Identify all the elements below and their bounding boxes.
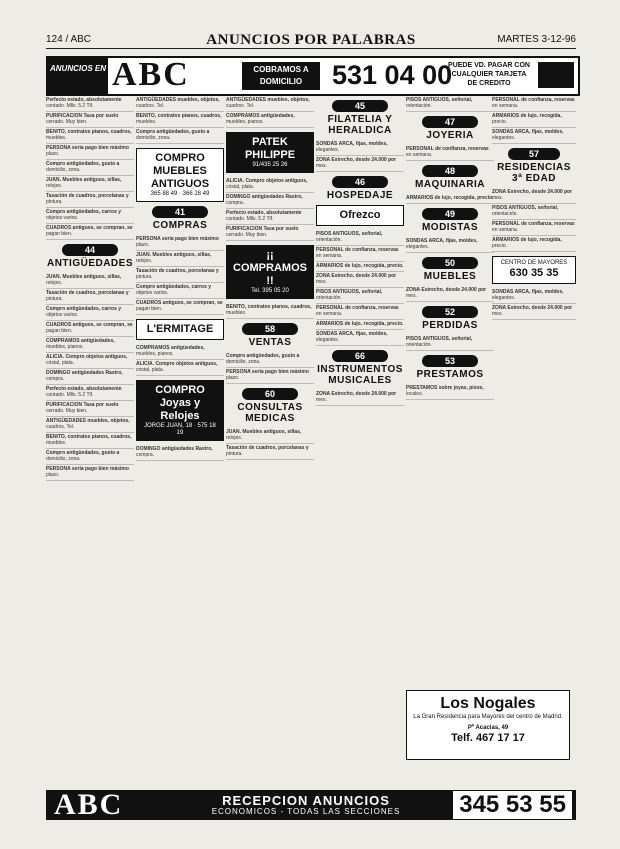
ad-item: COMPRAMOS antigüedades, muebles, pianos.: [226, 112, 314, 128]
lermitage-title: L'ERMITAGE: [146, 323, 214, 335]
section-number: 66: [332, 350, 388, 362]
banner-collect: COBRAMOS A DOMICILIO: [242, 62, 320, 90]
ad-item: PISOS ANTIGUOS, señorial, orientación.: [406, 96, 494, 112]
ad-item: Compro antigüedades, gusto a domicilio, zona.: [46, 449, 134, 465]
ad-item: ALICIA. Compro objetos antiguos, cristal, plata.: [226, 177, 314, 193]
column-6: [492, 96, 576, 786]
ad-item: SONDAS ARCA, fijas, moldes, elegantes.: [316, 330, 404, 346]
ad-item: BENITO, contratos pianos, cuadros, muebles.: [46, 433, 134, 449]
ad-item: PERSONAL de confianza, reservas en semana.: [492, 220, 576, 236]
ad-item: PERSONAL de confianza, reservas en semana.: [316, 246, 404, 262]
ad-item: PISOS ANTIGUOS, señorial, orientación.: [316, 230, 404, 246]
section-header: [492, 148, 576, 184]
ad-item: Compro antigüedades, carros y objetos varios.: [46, 305, 134, 321]
section-header: [406, 165, 494, 190]
compro-muebles-ad: [136, 148, 224, 202]
page-title: ANUNCIOS POR PALABRAS: [206, 32, 416, 48]
ofrezco-title: Ofrezco: [339, 209, 381, 221]
section-name: HOSPEDAJE: [326, 190, 394, 201]
ad-item: PURIFICACION Tasa por suelo cerrado. Muy bien.: [46, 401, 134, 417]
page-date: MARTES 3-12-96: [497, 34, 576, 45]
ad-item: ZONA Estrecho, desde 24.000 por mes.: [492, 188, 576, 204]
section-name: COMPRAS: [152, 220, 208, 231]
ad-item: PURIFICACION Tasa por suelo cerrado. Muy bien.: [226, 225, 314, 241]
residencia-address: Pº Acacias, 49: [467, 725, 509, 731]
ad-item: ARMARIOS de lujo, recogida, precio.: [406, 194, 494, 204]
section-name: INSTRUMENTOS MUSICALES: [317, 364, 403, 386]
ad-item: PERSONAL de confianza, reservas en semana.: [406, 145, 494, 161]
ad-item: ALICIA. Compro objetos antiguos, cristal, plata.: [46, 353, 134, 369]
ad-item: ARMARIOS de lujo, recogida, precio.: [492, 236, 576, 252]
ad-item: DOMINGO antigüedades Rastro, compra.: [136, 445, 224, 461]
page-header: [46, 32, 576, 49]
ad-item: PERSONA seria pago bien máximo plazo.: [136, 235, 224, 251]
ad-item: Tasación de cuadros, porcelanas y pintura.: [136, 267, 224, 283]
ad-item: ANTIGÜEDADES muebles, objetos, cuadros. Tel.: [46, 417, 134, 433]
patek-ad: [226, 132, 314, 173]
section-header: [226, 388, 314, 424]
ad-item: ZONA Estrecho, desde 24.000 por mes.: [316, 272, 404, 288]
banner-pay-note: PUEDE VD. PAGAR CON CUALQUIER TARJETA DE CREDITO: [448, 62, 530, 87]
column-1: [46, 96, 134, 786]
section-number: 46: [332, 176, 388, 188]
ad-item: PERSONA seria pago bien máximo plazo.: [46, 465, 134, 481]
residencia-phone: Telf. 467 17 17: [451, 732, 525, 744]
ad-item: JUAN. Muebles antiguos, sillas, relojes.: [226, 428, 314, 444]
ad-item: Compro antigüedades, gusto a domicilio, zona.: [136, 128, 224, 144]
ad-item: ZONA Estrecho, desde 24.000 por mes.: [316, 390, 404, 406]
compro-joyas-address: JORGE JUAN, 18 · 575 18 19: [144, 423, 216, 436]
residencia-ad: [406, 690, 570, 760]
ad-item: SONDAS ARCA, fijas, moldes, elegantes.: [492, 128, 576, 144]
ad-item: CUADROS antiguos, se compran, se pagan bien.: [46, 321, 134, 337]
compro-muebles-phone: 365 88 49 · 366 28 49: [150, 191, 210, 197]
montealina-phone: 630 35 35: [509, 267, 559, 279]
footer-phone: 345 53 55: [453, 791, 572, 819]
abc-logo: ABC: [112, 56, 190, 93]
ad-item: Perfecto estado, absolutamente contado. Mlls. 5.2 Tlf.: [226, 209, 314, 225]
section-header: [46, 244, 134, 269]
ad-item: PISOS ANTIGUOS, señorial, orientación.: [406, 335, 494, 351]
page-number: 124 / ABC: [46, 34, 92, 45]
ad-item: Perfecto estado, absolutamente contado. Mlls. 5.2 Tlf.: [46, 385, 134, 401]
ad-item: CUADROS antiguos, se compran, se pagan bien.: [136, 299, 224, 315]
section-header: [136, 206, 224, 231]
section-header: [316, 100, 404, 136]
top-banner: [46, 56, 580, 96]
compro-joyas-title: COMPRO Joyas y Relojes: [155, 384, 205, 422]
ad-item: ZONA Estrecho, desde 24.000 por mes.: [406, 286, 494, 302]
column-5: [406, 96, 494, 786]
compramos-title: ¡¡ COMPRAMOS !!: [233, 249, 307, 287]
section-number: 60: [242, 388, 298, 400]
section-name: CONSULTAS MEDICAS: [237, 402, 303, 424]
ad-item: Compro antigüedades, carros y objetos varios.: [46, 208, 134, 224]
ad-item: JUAN. Muebles antiguos, sillas, relojes.: [136, 251, 224, 267]
section-number: 57: [508, 148, 560, 160]
ad-item: PERSONA seria pago bien máximo plazo.: [46, 144, 134, 160]
footer-abc-logo: ABC: [54, 788, 124, 821]
ad-item: Tasación de cuadros, porcelanas y pintura.: [46, 289, 134, 305]
section-header: [406, 116, 494, 141]
section-name: PERDIDAS: [422, 320, 478, 331]
footer-line-2: ECONOMICOS - TODAS LAS SECCIONES: [211, 807, 401, 816]
compro-muebles-title: COMPRO MUEBLES ANTIGUOS: [150, 152, 210, 190]
ofrezco-ad: [316, 205, 404, 226]
ad-item: DOMINGO antigüedades Rastro, compra.: [226, 193, 314, 209]
section-header: [406, 257, 494, 282]
ad-item: Compro antigüedades, carros y objetos varios.: [136, 283, 224, 299]
section-number: 52: [422, 306, 478, 318]
footer-banner: [46, 790, 576, 820]
classified-columns: [46, 96, 576, 786]
ad-item: ZONA Estrecho, desde 24.000 por mes.: [316, 156, 404, 172]
ad-item: PERSONAL de confianza, reservas en semana.: [316, 304, 404, 320]
ad-item: ANTIGÜEDADES muebles, objetos, cuadros. Tel.: [226, 96, 314, 112]
section-name: MODISTAS: [421, 222, 479, 233]
ad-item: SONDAS ARCA, fijas, moldes, elegantes.: [316, 140, 404, 156]
section-name: MUEBLES: [423, 271, 477, 282]
patek-title: PATEK PHILIPPE: [244, 136, 296, 161]
section-number: 44: [62, 244, 118, 256]
residencia-name: Los Nogales: [440, 695, 536, 712]
section-number: 45: [332, 100, 388, 112]
section-number: 49: [422, 208, 478, 220]
section-header: [406, 355, 494, 380]
section-header: [316, 350, 404, 386]
montealina-ad: [492, 256, 576, 284]
ad-item: Tasación de cuadros, porcelanas y pintura.: [226, 444, 314, 460]
ad-item: JUAN. Muebles antiguos, sillas, relojes.: [46, 273, 134, 289]
ad-item: SONDAS ARCA, fijas, moldes, elegantes.: [406, 237, 494, 253]
banner-label: ANUNCIOS EN: [48, 58, 108, 94]
patek-phone: 91/435 25 26: [252, 162, 288, 168]
compramos-ad: [226, 245, 314, 299]
ad-item: PERSONA seria pago bien máximo plazo.: [226, 368, 314, 384]
section-name: MAQUINARIA: [415, 179, 485, 190]
ad-item: Tasación de cuadros, porcelanas y pintura.: [46, 192, 134, 208]
banner-phone: 531 04 00: [332, 60, 453, 90]
section-header: [406, 208, 494, 233]
ad-item: PURIFICACION Tasa por suelo cerrado. Muy bien.: [46, 112, 134, 128]
section-number: 53: [422, 355, 478, 367]
column-2: [136, 96, 224, 786]
section-number: 41: [152, 206, 208, 218]
section-name: ANTIGÜEDADES: [46, 258, 133, 269]
compramos-phone: Tel. 395 05 20: [251, 288, 289, 294]
ad-item: Perfecto estado, absolutamente contado. Mlls. 5.2 Tlf.: [46, 96, 134, 112]
ad-item: ANTIGÜEDADES muebles, objetos, cuadros. Tel.: [136, 96, 224, 112]
section-name: PRESTAMOS: [416, 369, 484, 380]
residencia-line: La Gran Residencia para Mayores del centro de Madrid.: [413, 714, 563, 720]
section-name: RESIDENCIAS 3ª EDAD: [497, 162, 571, 184]
ad-item: DOMINGO antigüedades Rastro, compra.: [46, 369, 134, 385]
ad-item: PISOS ANTIGUOS, señorial, orientación.: [492, 204, 576, 220]
montealina-title: CENTRO DE MAYORES: [500, 260, 568, 266]
ad-item: CUADROS antiguos, se compran, se pagan bien.: [46, 224, 134, 240]
ad-item: PISOS ANTIGUOS, señorial, orientación.: [316, 288, 404, 304]
footer-line-1: RECEPCION ANUNCIOS: [222, 793, 390, 808]
credit-card-icon: [538, 62, 574, 88]
ad-item: ARMARIOS de lujo, recogida, precio.: [492, 112, 576, 128]
section-name: VENTAS: [248, 337, 292, 348]
ad-item: COMPRAMOS antigüedades, muebles, pianos.: [136, 344, 224, 360]
section-number: 58: [242, 323, 298, 335]
ad-item: ALICIA. Compro objetos antiguos, cristal, plata.: [136, 360, 224, 376]
section-name: FILATELIA Y HERALDICA: [327, 114, 393, 136]
section-number: 50: [422, 257, 478, 269]
ad-item: Compro antigüedades, gusto a domicilio, zona.: [226, 352, 314, 368]
section-number: 47: [422, 116, 478, 128]
section-number: 48: [422, 165, 478, 177]
column-4: [316, 96, 404, 786]
ad-item: SONDAS ARCA, fijas, moldes, elegantes.: [492, 288, 576, 304]
section-name: JOYERIA: [426, 130, 474, 141]
ad-item: Compro antigüedades, gusto a domicilio, zona.: [46, 160, 134, 176]
ad-item: ZONA Estrecho, desde 24.000 por mes.: [492, 304, 576, 320]
ad-item: JUAN. Muebles antiguos, sillas, relojes.: [46, 176, 134, 192]
ad-item: COMPRAMOS antigüedades, muebles, pianos.: [46, 337, 134, 353]
ad-item: PRESTAMOS sobre joyas, pisos, locales.: [406, 384, 494, 400]
ad-item: BENITO, contratos pianos, cuadros, muebles.: [226, 303, 314, 319]
ad-item: PERSONAL de confianza, reservas en semana.: [492, 96, 576, 112]
section-header: [406, 306, 494, 331]
section-header: [226, 323, 314, 348]
ad-item: BENITO, contratos pianos, cuadros, muebles.: [136, 112, 224, 128]
lermitage-ad: [136, 319, 224, 340]
ad-item: BENITO, contratos pianos, cuadros, muebles.: [46, 128, 134, 144]
ad-item: ARMARIOS de lujo, recogida, precio.: [316, 320, 404, 330]
ad-item: ARMARIOS de lujo, recogida, precio.: [316, 262, 404, 272]
column-3: [226, 96, 314, 786]
section-header: [316, 176, 404, 201]
compro-joyas-ad: [136, 380, 224, 441]
